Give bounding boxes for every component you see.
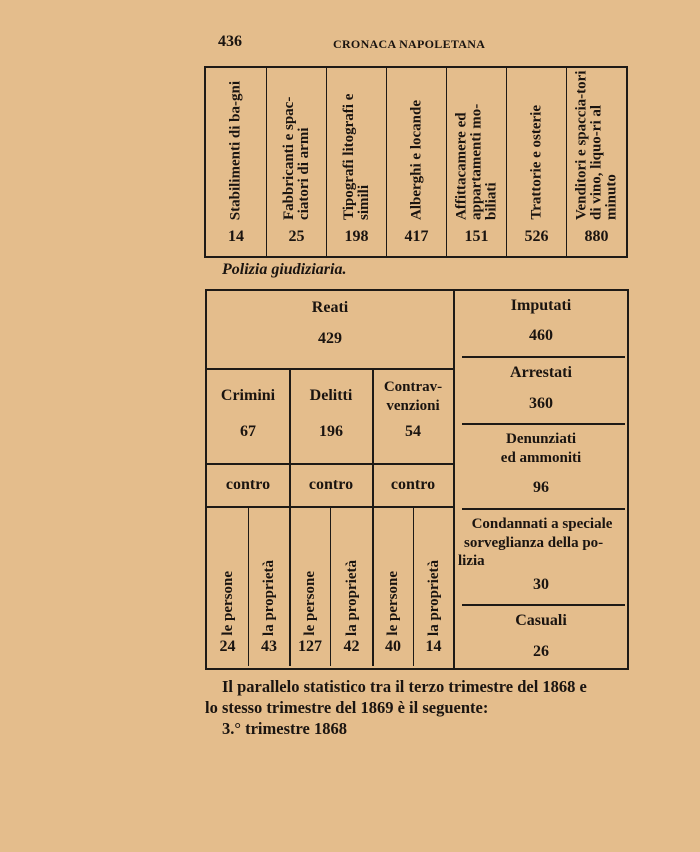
- target-header: le persone: [219, 571, 236, 636]
- column-value: 880: [584, 228, 609, 245]
- column-header: Trattorie e osterie: [528, 105, 544, 220]
- section-title: Polizia giudiziaria.: [222, 261, 347, 278]
- denunziati-label-2: ed ammoniti: [500, 450, 582, 466]
- column-value: 14: [228, 228, 244, 245]
- column-header: Fabbricanti e spac-ciatori di armi: [280, 96, 312, 220]
- establishments-table: [204, 66, 628, 258]
- contro-label: contro: [390, 476, 436, 493]
- contravvenzioni-label-1: Contrav-: [383, 379, 443, 395]
- delitti-label: Delitti: [309, 387, 353, 404]
- column-value: 526: [524, 228, 549, 245]
- contravvenzioni-value: 54: [405, 423, 421, 440]
- paragraph-line: lo stesso trimestre del 1869 è il seguente:: [205, 698, 489, 717]
- target-header: la proprietà: [343, 560, 360, 636]
- divider: [462, 356, 625, 358]
- target-header: la proprietà: [425, 560, 442, 636]
- contro-label: contro: [308, 476, 354, 493]
- table-column: [267, 68, 327, 256]
- contravvenzioni-label-2: venzioni: [386, 398, 440, 414]
- column-header: Alberghi e locande: [408, 100, 424, 220]
- column-header: Stabilimenti di ba-gni: [227, 80, 244, 220]
- column-header: Tipografi litografi e simili: [340, 93, 372, 220]
- target-value: 24: [219, 638, 236, 655]
- divider: [462, 604, 625, 606]
- divider: [207, 463, 453, 465]
- casuali-value: 26: [533, 643, 549, 660]
- crimini-value: 67: [240, 423, 256, 440]
- target-header: la proprietà: [261, 560, 277, 636]
- reati-label: Reati: [311, 299, 349, 316]
- table-column: [447, 68, 507, 256]
- arrestati-value: 360: [529, 395, 553, 412]
- delitti-value: 196: [319, 423, 343, 440]
- denunziati-label-1: Denunziati: [505, 431, 576, 447]
- target-value: 40: [385, 638, 401, 655]
- column-value: 25: [288, 228, 305, 245]
- target-header: le persone: [385, 571, 401, 636]
- subheading: 3.° trimestre 1868: [222, 719, 347, 738]
- paragraph-line: Il parallelo statistico tra il terzo trimestre del 1868 e: [222, 677, 587, 696]
- target-header: le persone: [302, 571, 318, 636]
- condannati-label-2: sorveglianza della po-: [464, 535, 604, 551]
- column-header: Affittacamere ed appartamenti mo-biliati: [453, 103, 499, 220]
- target-value: 43: [261, 638, 277, 655]
- table-column: [507, 68, 567, 256]
- table-column: [206, 68, 267, 256]
- table-column: [327, 68, 387, 256]
- contro-label: contro: [225, 476, 271, 493]
- reati-value: 429: [318, 330, 342, 347]
- divider: [207, 368, 453, 370]
- target-value: 42: [343, 638, 360, 655]
- running-title: CRONACA NAPOLETANA: [333, 37, 486, 51]
- divider: [462, 508, 625, 510]
- column-header: Venditori e spaccia-tori di vino, liquo-ri al minuto: [573, 70, 619, 220]
- column-value: 198: [344, 228, 369, 245]
- condannati-label-1: Condannati a speciale: [471, 516, 613, 532]
- condannati-value: 30: [533, 576, 549, 593]
- imputati-value: 460: [529, 327, 553, 344]
- denunziati-value: 96: [533, 479, 549, 496]
- table-column: [387, 68, 447, 256]
- target-value: 127: [298, 638, 322, 655]
- casuali-label: Casuali: [515, 612, 567, 629]
- page-number: 436: [218, 33, 242, 50]
- condannati-label-3: lizia: [458, 553, 485, 569]
- arrestati-label: Arrestati: [510, 364, 572, 381]
- target-value: 14: [425, 638, 442, 655]
- column-value: 417: [404, 228, 429, 245]
- table-column: [567, 68, 626, 256]
- imputati-label: Imputati: [510, 297, 572, 314]
- crimini-label: Crimini: [220, 387, 276, 404]
- column-value: 151: [464, 228, 489, 245]
- divider: [462, 423, 625, 425]
